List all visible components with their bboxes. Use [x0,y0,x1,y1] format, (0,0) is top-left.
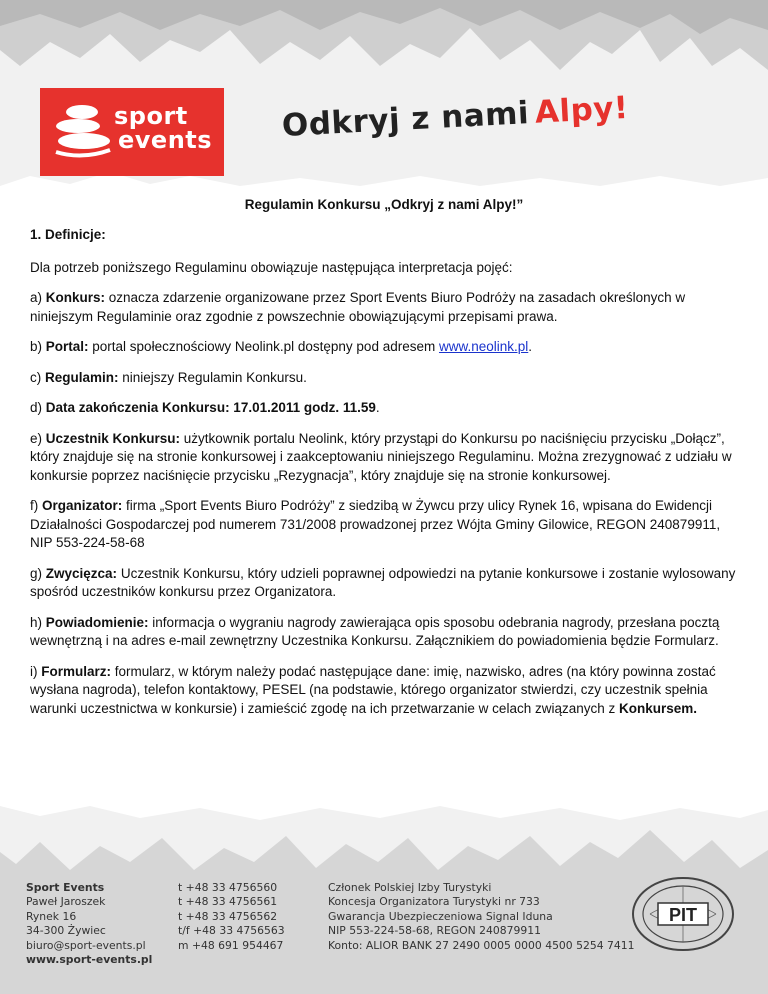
term-participant: Uczestnik Konkursu: [45,430,181,446]
headline-main: Odkryj z nami [281,95,530,144]
footer-phone-fax: t/f +48 33 4756563 [178,924,285,938]
footer-phone: t +48 33 4756561 [178,895,278,909]
footer-legal [328,881,635,953]
neolink-link[interactable]: www.neolink.pl [438,339,529,354]
pit-seal-text: PIT [668,905,698,925]
term-portal: Portal: [45,339,89,354]
definition-i: i) Formularz: formularz, w którym należy podać następujące dane: imię, nazwisko, adres (na który powinna zostać wysłana nagroda), telefon kontaktowy, PESEL (na podstawie, którego organizator stwierdzi, czy uczestnik spełnia warunki uczestnictwa w konkursie) i zamieścić zgodę na ich przetwarzanie w celach związanych z Konkursem. [30,663,716,716]
sport-events-logo [40,88,224,176]
definition-c: c) Regulamin: niniejszy Regulamin Konkursu. [30,369,307,385]
logo-word-sport: sport [114,102,188,130]
logo-word-events: events [118,126,213,154]
footer-company: Sport Events [26,881,105,894]
campaign-headline [281,90,629,144]
footer-license: Koncesja Organizatora Turystyki nr 733 [328,895,540,909]
term-end-date: Data zakończenia Konkursu: 17.01.2011 godz. 11.59 [45,400,376,415]
term-winner: Zwycięzca: [45,565,118,581]
term-form: Formularz: [41,663,112,679]
definition-b: b) Portal: portal społecznościowy Neolink.pl dostępny pod adresem www.neolink.pl. [30,339,533,354]
footer-phone: t +48 33 4756560 [178,881,278,894]
footer-address [26,881,152,967]
footer-website[interactable]: www.sport-events.pl [26,953,153,967]
footer-membership: Członek Polskiej Izby Turystyki [328,881,492,894]
definition-h: h) Powiadomienie: informacja o wygraniu nagrody zawierająca opis sposobu odebrania nagrody, przesłana pocztą wewnętrzną i na adres e-mail zewnętrzny Uczestnika Konkursu. Załącznikiem do powiadomienia będzie Formularz. [30,614,720,648]
section-intro: Dla potrzeb poniższego Regulaminu obowiązuje następująca interpretacja pojęć: [30,259,513,275]
definition-a: a) Konkurs: oznacza zdarzenie organizowane przez Sport Events Biuro Podróży na zasadach określonych w niniejszym Regulaminie oraz zgodnie z powszechnie obowiązującymi przepisami prawa. [30,290,686,324]
headline-accent: Alpy! [534,89,630,131]
section-heading: 1. Definicje: [30,227,106,242]
footer-tax-ids: NIP 553-224-58-68, REGON 240879911 [328,924,541,938]
term-regulamin: Regulamin: [45,369,119,385]
stacked-stones-icon [50,102,114,158]
document-body [30,226,744,730]
footer-mobile: m +48 691 954467 [178,938,284,952]
term-organizer: Organizator: [42,498,123,513]
footer-insurance: Gwarancja Ubezpieczeniowa Signal Iduna [328,909,553,923]
term-konkurs: Konkurs: [45,290,106,305]
definition-f: f) Organizator: firma „Sport Events Biuro Podróży” z siedzibą w Żywcu przy ulicy Rynek 16, wpisana do Ewidencji Działalności Gospodarczej pod numerem 731/2008 prowadzonej przez Wójta Gminy Gilowice, REGON 240879911, NIP 553-224-58-68 [30,498,721,550]
term-notification: Powiadomienie: [45,614,149,630]
footer-street: Rynek 16 [26,909,77,923]
footer-city: 34-300 Żywiec [26,924,106,938]
definition-d: d) Data zakończenia Konkursu: 17.01.2011 godz. 11.59. [30,400,380,415]
footer-bank-account: Konto: ALIOR BANK 27 2490 0005 0000 4500 5254 7411 [328,938,635,952]
footer-person: Paweł Jaroszek [26,895,106,909]
document-title: Regulamin Konkursu „Odkryj z nami Alpy!” [244,197,524,212]
footer-email[interactable]: biuro@sport-events.pl [26,938,146,952]
definition-g: g) Zwycięzca: Uczestnik Konkursu, który udzieli poprawnej odpowiedzi na pytanie konkursowe i zostanie wylosowany spośród uczestników konkursu przez Organizatora. [30,565,736,599]
footer-phone: t +48 33 4756562 [178,909,278,923]
definition-e: e) Uczestnik Konkursu: użytkownik portalu Neolink, który przystąpi do Konkursu po naciśnięciu przycisku „Dołącz”, który znajduje się na stronie konkursowej i zaakceptowaniu niniejszego Regulaminu. Można zrezygnować z udziału w konkursie poprzez naciśnięcie przycisku „Rezygnacja”, który znajduje się na stronie konkursowej. [30,430,732,483]
footer-phones [178,881,285,953]
pit-seal-icon [628,874,738,954]
